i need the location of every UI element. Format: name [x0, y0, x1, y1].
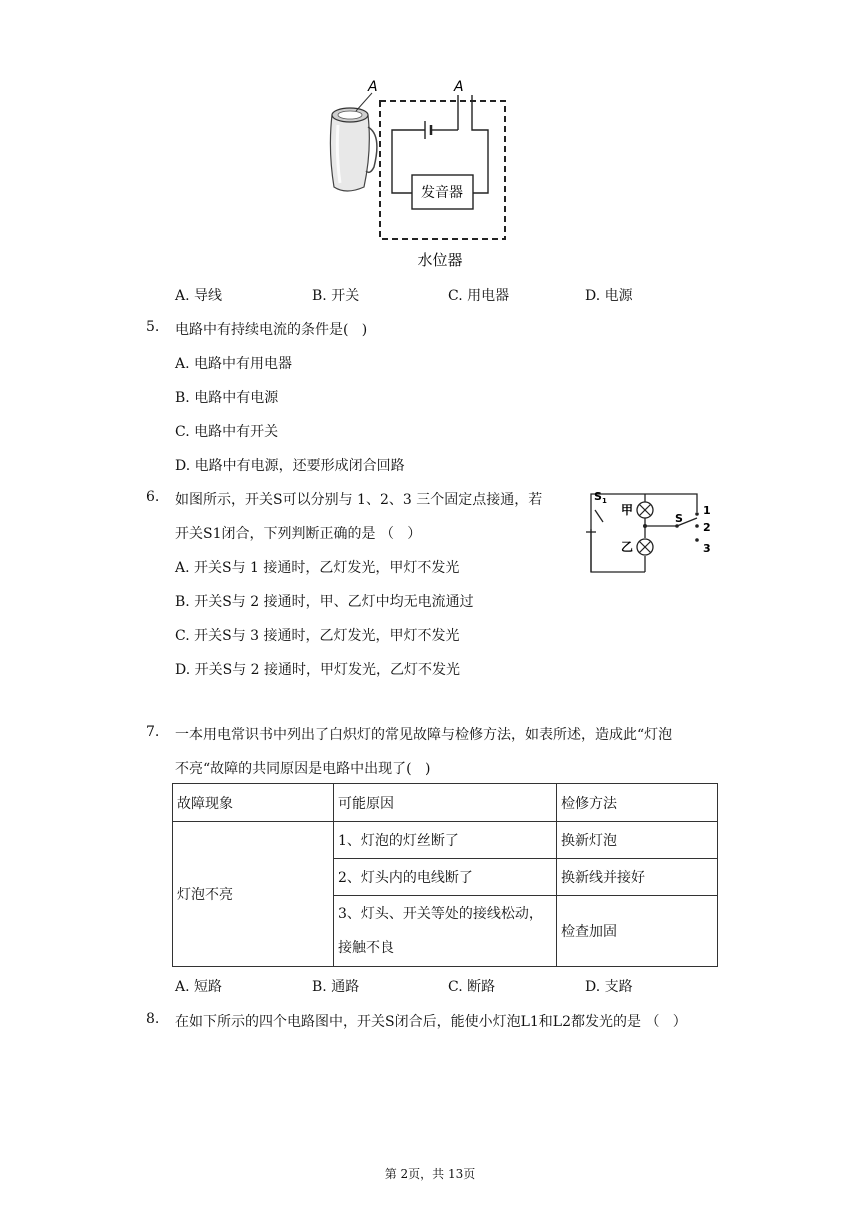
table-header: 故障现象 — [173, 784, 334, 822]
sounder-label: 发音器 — [421, 185, 463, 201]
cup-illustration — [330, 108, 377, 191]
option-text: 断路 — [467, 979, 496, 995]
option-letter: A. — [175, 979, 190, 995]
figure-caption: 水位器 — [417, 251, 463, 269]
page-footer: 第 2页，共 13页 — [384, 1167, 476, 1181]
label-jia: 甲 — [621, 503, 634, 517]
option-letter: B. — [312, 979, 327, 995]
lamp-jia-icon — [637, 502, 653, 518]
q6-stem-line2: 开关S1闭合，下列判断正确的是 （ ） — [175, 526, 422, 542]
label-point-3: 3 — [703, 542, 711, 555]
option-letter: A. — [175, 356, 190, 372]
q5-number: 5. — [146, 319, 160, 335]
cause-line: 3、灯头、开关等处的接线松动， — [338, 906, 543, 922]
q7-number: 7. — [146, 724, 160, 740]
option-text: 开关S与 2 接通时，甲灯发光，乙灯不发光 — [194, 662, 461, 678]
water-level-figure — [320, 75, 520, 275]
table-cell: 换新灯泡 — [557, 822, 718, 859]
q5-stem: 电路中有持续电流的条件是( ) — [175, 322, 368, 338]
label-a-left: A — [368, 79, 378, 95]
option-text: 开关 — [331, 288, 360, 304]
table-cell: 检查加固 — [557, 896, 718, 967]
q5-option-d — [175, 455, 405, 475]
option-letter: C. — [448, 288, 463, 304]
table-header-row — [173, 784, 718, 822]
label-a-right: A — [454, 79, 464, 95]
q4-option-a — [175, 285, 222, 305]
label-s: S — [675, 512, 683, 525]
q6-stem-line1: 如图所示，开关S可以分别与 1、2、3 三个固定点接通，若 — [175, 492, 543, 508]
label-point-2: 2 — [703, 521, 711, 534]
q5-option-c — [175, 421, 278, 441]
option-letter: C. — [175, 424, 190, 440]
table-header: 检修方法 — [557, 784, 718, 822]
q8-number: 8. — [146, 1011, 160, 1027]
option-text: 导线 — [194, 288, 223, 304]
q4-option-b — [312, 285, 359, 305]
option-letter: A. — [175, 560, 190, 576]
option-text: 开关S与 1 接通时，乙灯发光，甲灯不发光 — [194, 560, 460, 576]
table-cell — [334, 896, 557, 967]
option-letter: D. — [585, 979, 601, 995]
option-letter: C. — [448, 979, 463, 995]
option-text: 短路 — [194, 979, 223, 995]
dashed-enclosure — [380, 101, 505, 239]
q6-option-b — [175, 591, 474, 611]
q7-stem-line2: 不亮“故障的共同原因是电路中出现了( ) — [175, 761, 431, 777]
table-cell: 1、灯泡的灯丝断了 — [334, 822, 557, 859]
q7-option-d — [585, 976, 633, 996]
table-cell: 换新线并接好 — [557, 859, 718, 896]
q6-number: 6. — [146, 489, 160, 505]
table-cell-symptom: 灯泡不亮 — [173, 822, 334, 967]
option-letter: D. — [175, 662, 191, 678]
option-text: 电路中有电源 — [194, 390, 279, 406]
q5-option-b — [175, 387, 278, 407]
option-letter: B. — [175, 390, 190, 406]
cause-line: 接触不良 — [338, 940, 394, 956]
lamp-yi-icon — [637, 539, 653, 555]
option-letter: B. — [312, 288, 327, 304]
option-letter: B. — [175, 594, 190, 610]
q7-option-a — [175, 976, 222, 996]
table-header: 可能原因 — [334, 784, 557, 822]
option-text: 电源 — [604, 288, 633, 304]
option-text: 用电器 — [467, 288, 510, 304]
q4-option-d — [585, 285, 633, 305]
q6-option-c — [175, 625, 460, 645]
option-text: 开关S与 2 接通时，甲、乙灯中均无电流通过 — [194, 594, 474, 610]
option-text: 支路 — [604, 979, 633, 995]
label-s1: $S_1$ — [594, 490, 607, 505]
q8-stem: 在如下所示的四个电路图中，开关S闭合后，能使小灯泡L1和L2都发光的是 （ ） — [175, 1014, 687, 1030]
option-letter: A. — [175, 288, 190, 304]
table-row — [173, 822, 718, 859]
label-yi: 乙 — [621, 540, 634, 554]
q7-option-b — [312, 976, 359, 996]
q5-option-a — [175, 353, 292, 373]
option-letter: D. — [585, 288, 601, 304]
option-letter: C. — [175, 628, 190, 644]
option-text: 电路中有用电器 — [194, 356, 293, 372]
q7-option-c — [448, 976, 495, 996]
q7-stem-line1: 一本用电常识书中列出了白炽灯的常见故障与检修方法，如表所述，造成此“灯泡 — [175, 727, 673, 743]
option-text: 通路 — [331, 979, 360, 995]
option-text: 开关S与 3 接通时，乙灯发光，甲灯不发光 — [194, 628, 460, 644]
option-text: 电路中有电源，还要形成闭合回路 — [194, 458, 405, 474]
option-letter: D. — [175, 458, 191, 474]
q6-option-d — [175, 659, 460, 679]
q6-circuit-figure — [585, 484, 720, 584]
fault-table — [172, 783, 718, 967]
q6-option-a — [175, 557, 459, 577]
table-cell: 2、灯头内的电线断了 — [334, 859, 557, 896]
option-text: 电路中有开关 — [194, 424, 279, 440]
label-point-1: 1 — [703, 504, 711, 517]
q4-option-c — [448, 285, 509, 305]
